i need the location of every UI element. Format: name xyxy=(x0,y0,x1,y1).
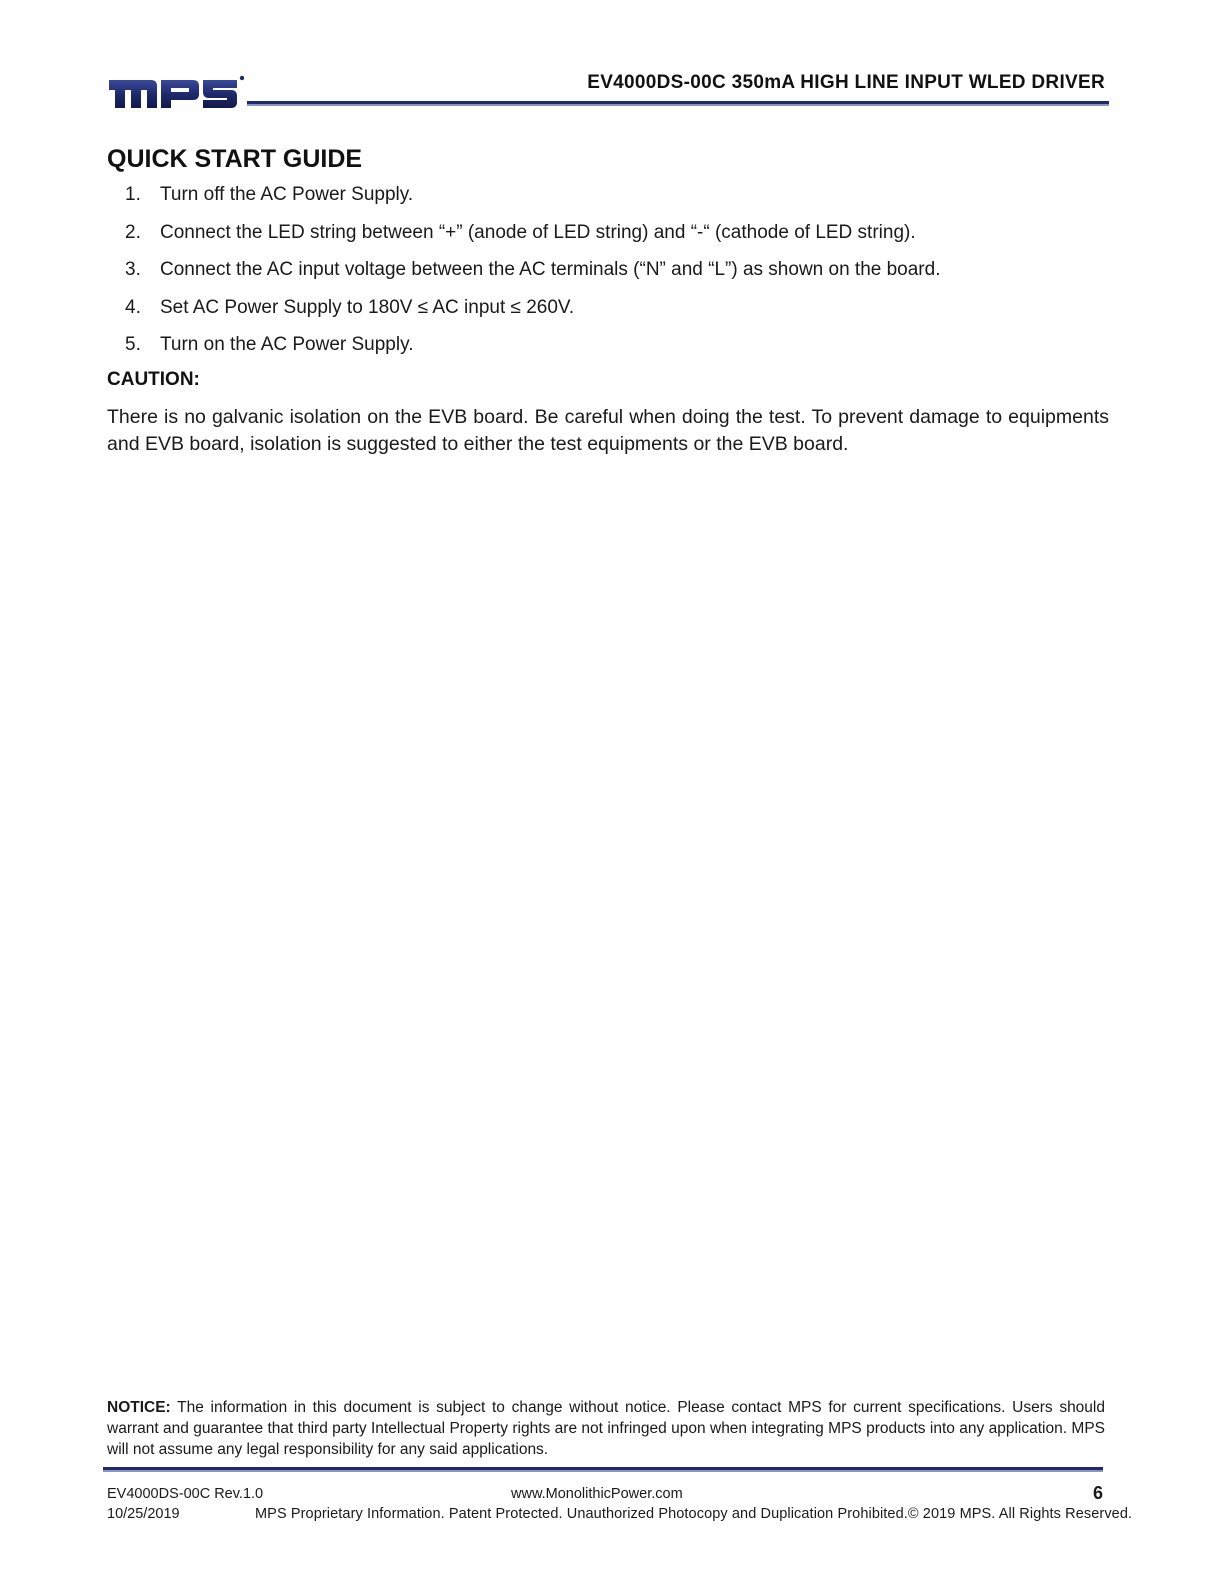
step-text: Connect the LED string between “+” (anode of LED string) and “-“ (cathode of LED string). xyxy=(160,221,916,243)
footer-doc-revision: EV4000DS-00C Rev.1.0 xyxy=(107,1486,264,1502)
step-text: Turn on the AC Power Supply. xyxy=(160,334,414,355)
notice-paragraph xyxy=(107,1397,1105,1460)
quick-start-steps xyxy=(107,180,1107,368)
step-text: Connect the AC input voltage between the AC terminals (“N” and “L”) as shown on the board. xyxy=(160,259,941,280)
list-item xyxy=(107,330,1107,368)
footer-legal-notice: MPS Proprietary Information. Patent Protected. Unauthorized Photocopy and Duplication Prohibited.© 2019 MPS. All Rights Reserved. xyxy=(255,1506,1133,1522)
page-number: 6 xyxy=(1093,1483,1104,1503)
step-number: 1. xyxy=(125,184,141,205)
step-text: Set AC Power Supply to 180V ≤ AC input ≤ 260V. xyxy=(160,296,575,318)
step-number: 3. xyxy=(125,259,141,280)
notice-label: NOTICE: xyxy=(107,1399,171,1416)
step-number: 4. xyxy=(125,296,141,318)
document-title: EV4000DS-00C 350mA HIGH LINE INPUT WLED DRIVER xyxy=(587,72,1105,93)
page-header xyxy=(107,70,1109,110)
caution-text: There is no galvanic isolation on the EVB board. Be careful when doing the test. To prevent damage to equipments and EVB board, isolation is suggested to either the test equipments or the EVB board. xyxy=(107,406,1109,455)
header-divider xyxy=(247,101,1109,106)
step-number: 2. xyxy=(125,221,141,243)
notice-text: The information in this document is subject to change without notice. Please contact MPS for current specifications. Users should warrant and guarantee that third party Intellectual Property rights are not infringed upon when integrating MPS products into any application. MPS will not assume any legal responsibility for any said applications. xyxy=(107,1399,1105,1458)
list-item xyxy=(107,255,1107,293)
footer-date: 10/25/2019 xyxy=(107,1506,180,1522)
list-item xyxy=(107,293,1107,331)
footer-divider xyxy=(103,1467,1103,1472)
caution-heading: CAUTION: xyxy=(107,369,200,390)
section-title: QUICK START GUIDE xyxy=(107,145,363,173)
mps-logo xyxy=(107,72,247,110)
list-item xyxy=(107,218,1107,256)
list-item xyxy=(107,180,1107,218)
step-text: Turn off the AC Power Supply. xyxy=(160,184,414,205)
step-number: 5. xyxy=(125,334,141,355)
footer-website-link[interactable]: www.MonolithicPower.com xyxy=(511,1486,683,1502)
